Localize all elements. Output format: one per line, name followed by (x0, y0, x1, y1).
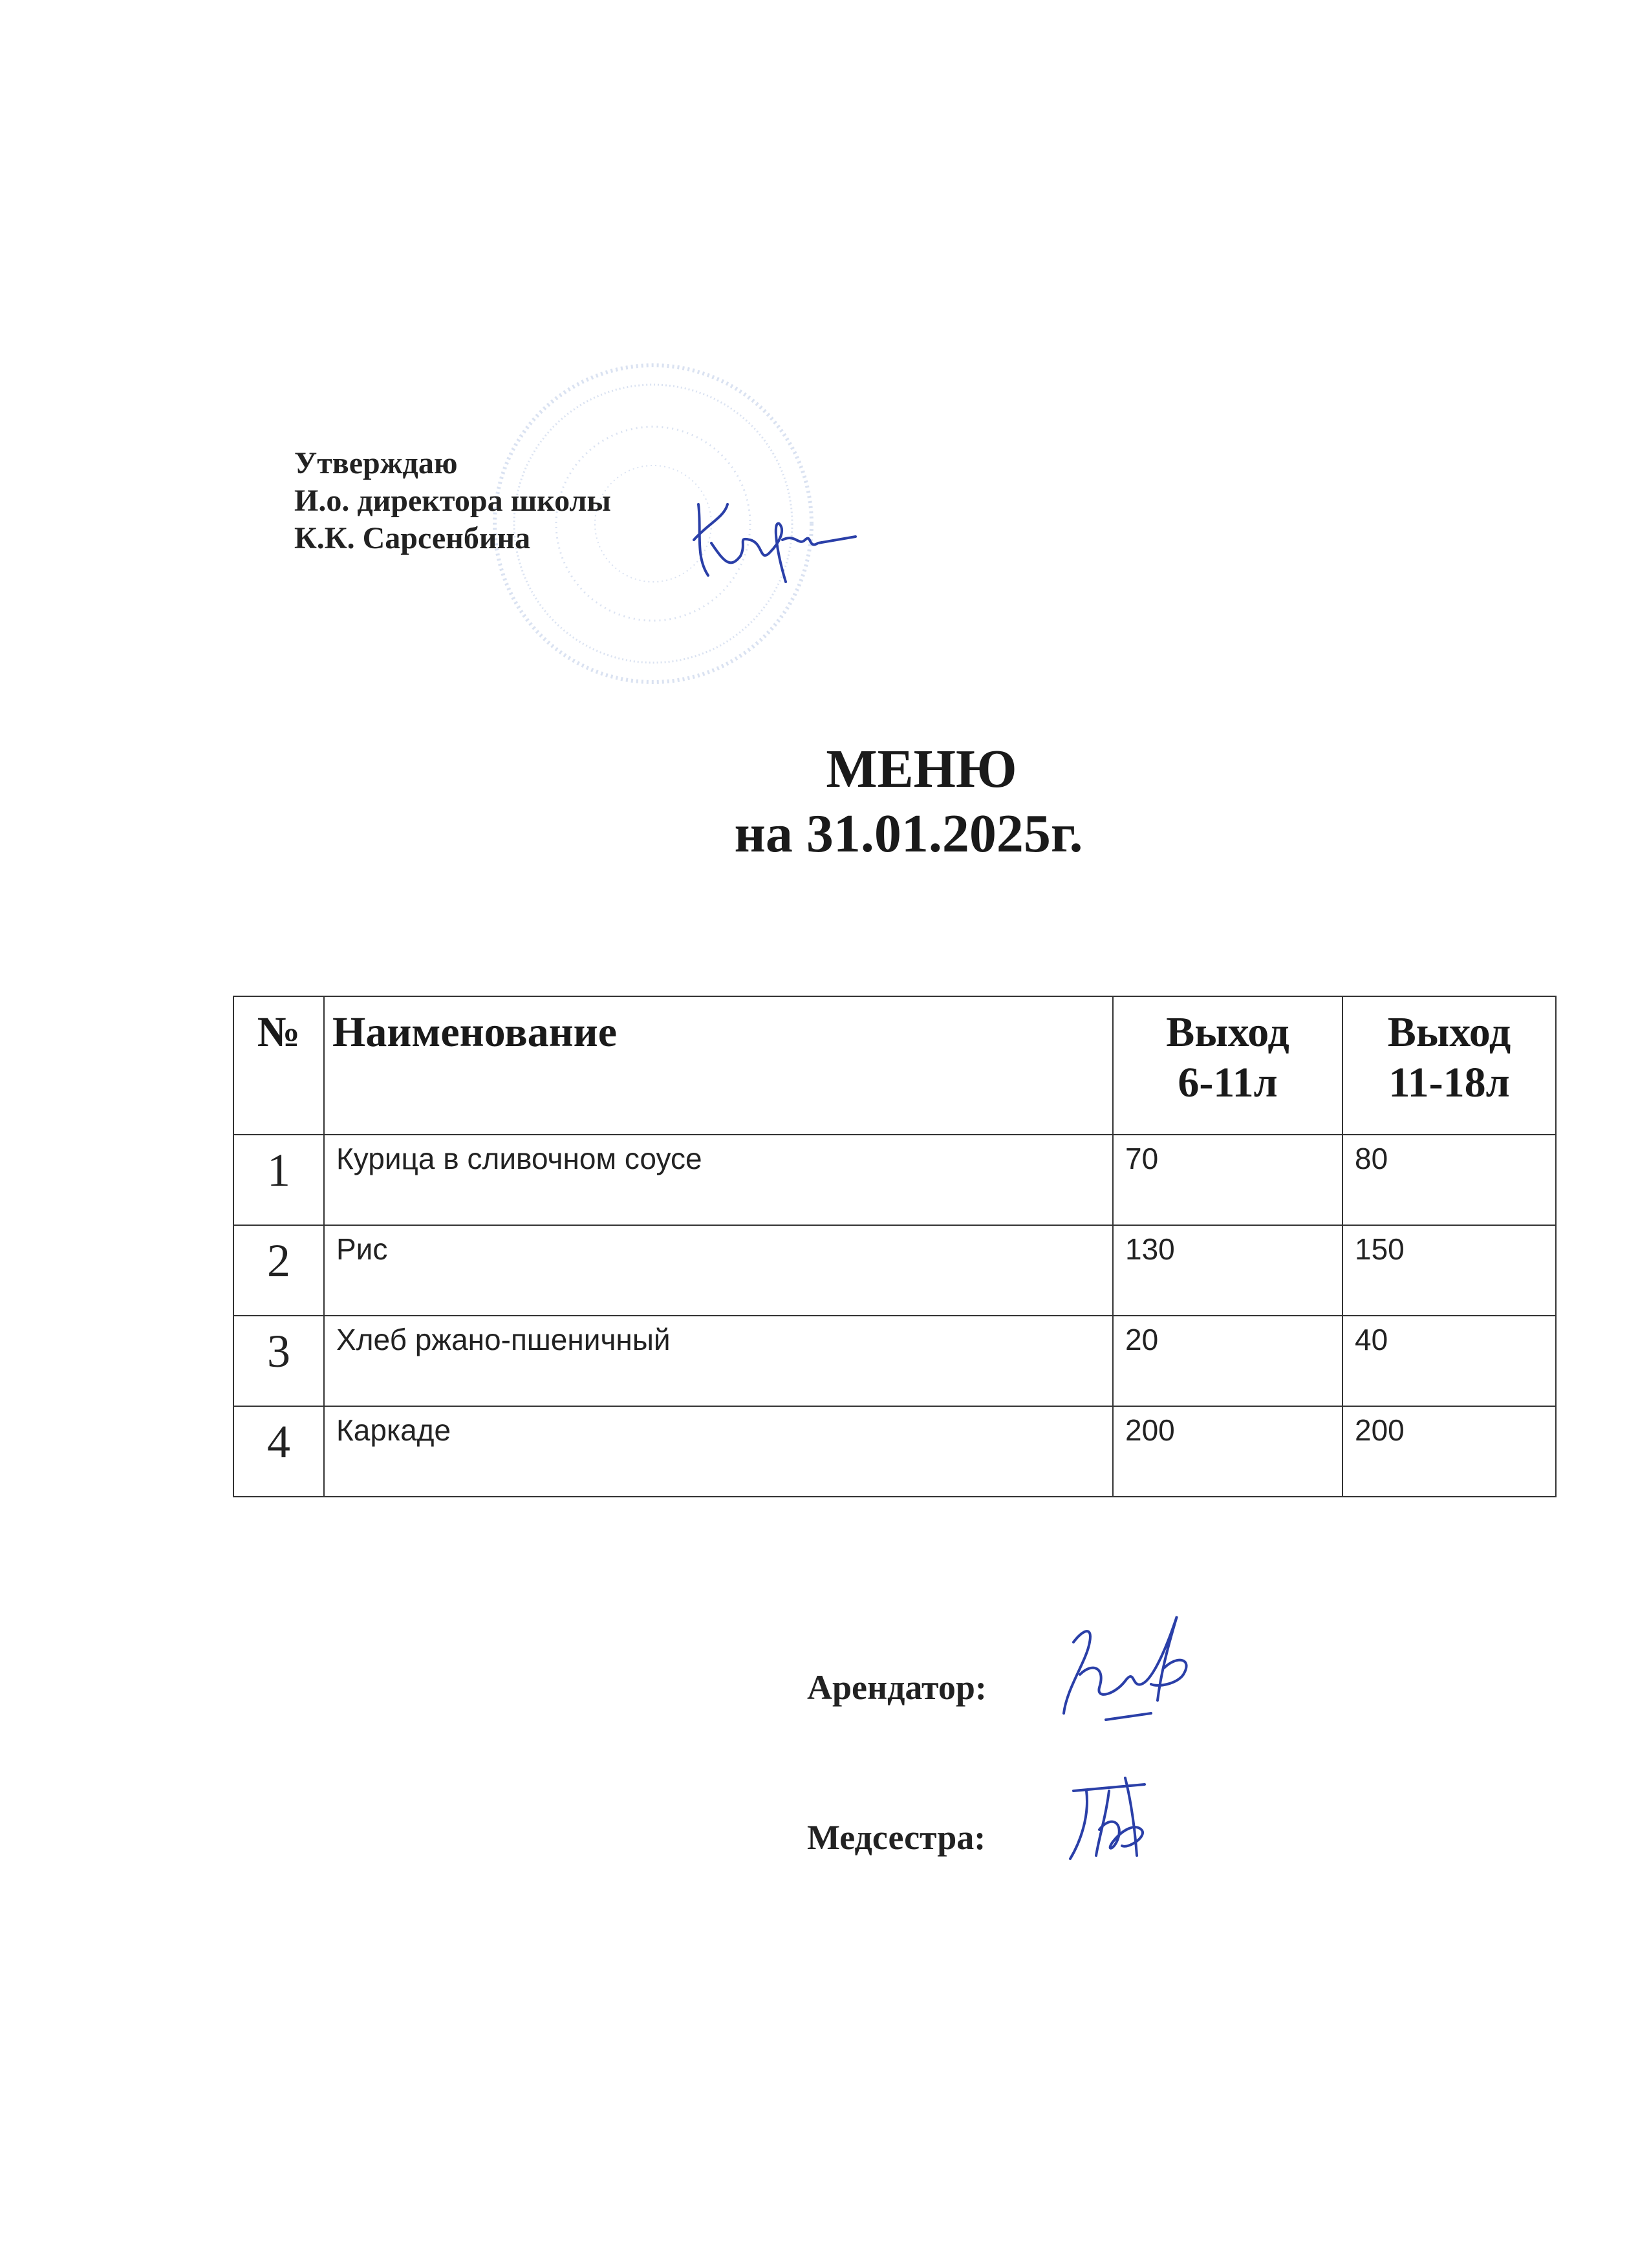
row-output-6-11: 200 (1113, 1406, 1342, 1497)
row-number: 3 (233, 1316, 324, 1406)
header-output-11-18-line1: Выход (1387, 1009, 1511, 1056)
header-number: № (233, 996, 324, 1135)
row-output-11-18: 150 (1342, 1225, 1556, 1316)
row-number: 1 (233, 1135, 324, 1225)
row-output-6-11: 20 (1113, 1316, 1342, 1406)
tenant-label: Арендатор: (807, 1668, 987, 1707)
table-row (233, 1225, 1556, 1316)
header-output-11-18-line2: 11-18л (1388, 1059, 1510, 1106)
document-date: на 31.01.2025г. (734, 804, 1083, 864)
director-signature (689, 478, 857, 601)
tenant-signature (1054, 1603, 1222, 1733)
row-output-6-11: 130 (1113, 1225, 1342, 1316)
menu-table (233, 996, 1557, 1497)
table-header-row (233, 996, 1556, 1135)
row-output-6-11: 70 (1113, 1135, 1342, 1225)
approval-line-approve: Утверждаю (294, 446, 458, 480)
document-title: МЕНЮ (826, 739, 1017, 799)
row-name: Каркаде (324, 1406, 1113, 1497)
approval-block (294, 445, 611, 557)
header-output-11-18 (1342, 996, 1556, 1135)
row-output-11-18: 200 (1342, 1406, 1556, 1497)
row-number: 4 (233, 1406, 324, 1497)
row-name: Рис (324, 1225, 1113, 1316)
approval-line-name: К.К. Сарсенбина (294, 521, 531, 555)
header-output-6-11 (1113, 996, 1342, 1135)
nurse-label: Медсестра: (807, 1818, 986, 1857)
row-output-11-18: 80 (1342, 1135, 1556, 1225)
row-number: 2 (233, 1225, 324, 1316)
approval-line-position: И.о. директора школы (294, 484, 611, 518)
table-row (233, 1406, 1556, 1497)
row-output-11-18: 40 (1342, 1316, 1556, 1406)
nurse-signature (1061, 1765, 1164, 1868)
header-name: Наименование (324, 996, 1113, 1135)
table-row (233, 1316, 1556, 1406)
header-output-6-11-line1: Выход (1166, 1009, 1289, 1056)
header-output-6-11-line2: 6-11л (1178, 1059, 1278, 1106)
row-name: Хлеб ржано-пшеничный (324, 1316, 1113, 1406)
row-name: Курица в сливочном соусе (324, 1135, 1113, 1225)
table-row (233, 1135, 1556, 1225)
